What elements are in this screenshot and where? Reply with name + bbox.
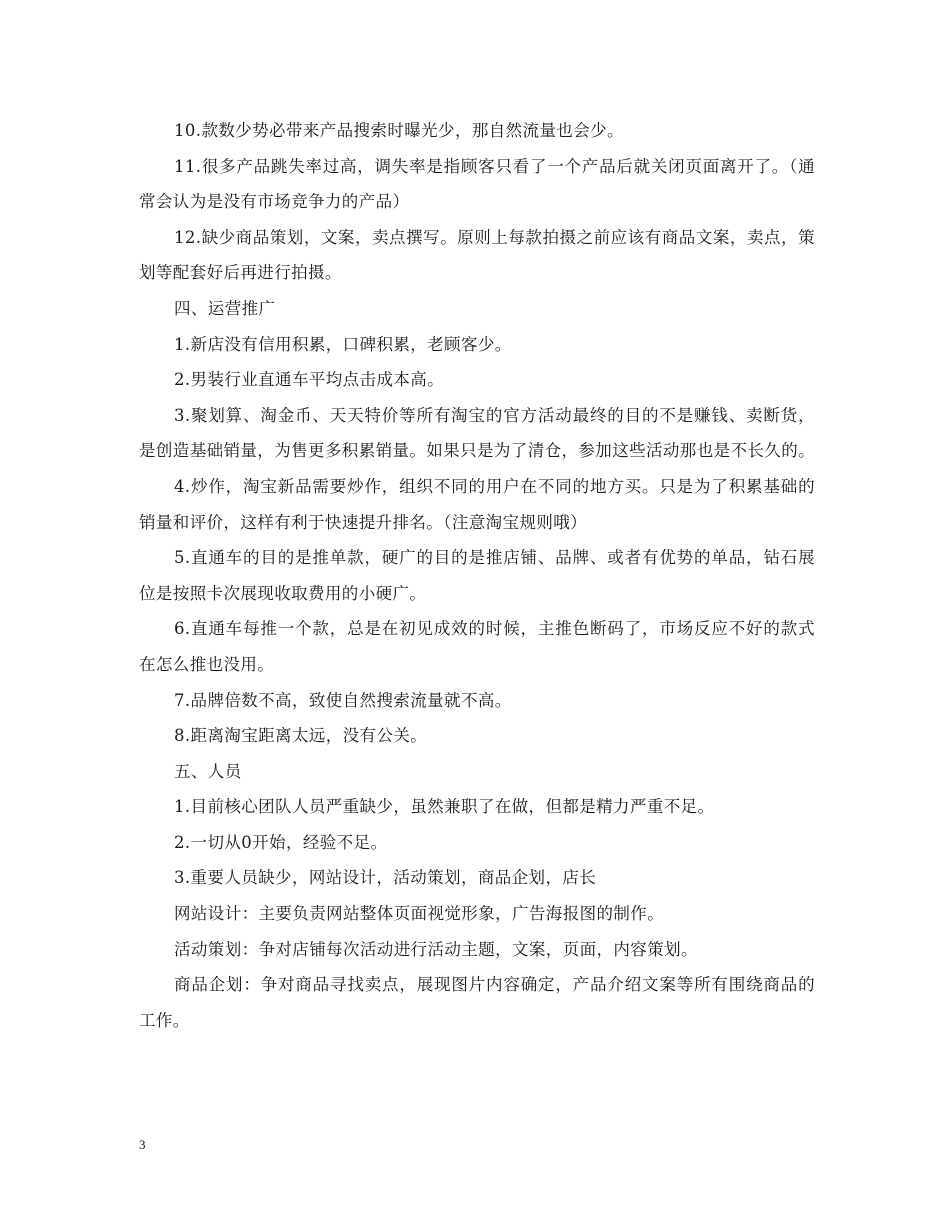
section-heading: 四、运营推广 — [174, 298, 276, 318]
paragraph: 6.直通车每推一个款，总是在初见成效的时候，主推色断码了，市场反应不好的款式在怎么推也没用。 — [139, 619, 815, 674]
paragraph: 4.炒作，淘宝新品需要炒作，组织不同的用户在不同的地方买。只是为了积累基础的销量和评价，这样有利于快速提升排名。（注意淘宝规则哦） — [139, 476, 815, 532]
paragraph: 12.缺少商品策划，文案，卖点撰写。原则上每款拍摄之前应该有商品文案，卖点，策划等配套好后再进行拍摄。 — [139, 227, 815, 283]
paragraph: 网站设计：主要负责网站整体页面视觉形象，广告海报图的制作。 — [174, 904, 665, 924]
paragraph: 2.男装行业直通车平均点击成本高。 — [174, 370, 445, 390]
paragraph: 1.目前核心团队人员严重缺少，虽然兼职了在做，但都是精力严重不足。 — [174, 797, 715, 817]
paragraph: 3.聚划算、淘金币、天天特价等所有淘宝的官方活动最终的目的不是赚钱、卖断货，是创造基础销量，为售更多积累销量。如果只是为了清仓，参加这些活动那也是不长久的。 — [139, 405, 815, 461]
page-number: 3 — [139, 1137, 146, 1152]
paragraph: 8.距离淘宝距离太远，没有公关。 — [174, 726, 428, 746]
section-heading: 五、人员 — [174, 761, 242, 781]
paragraph: 1.新店没有信用积累，口碑积累，老顾客少。 — [174, 334, 512, 354]
paragraph: 11.很多产品跳失率过高，调失率是指顾客只看了一个产品后就关闭页面离开了。（通常会认为是没有市场竞争力的产品） — [139, 156, 815, 212]
paragraph: 5.直通车的目的是推单款，硬广的目的是推店铺、品牌、或者有优势的单品，钻石展位是按照卡次展现收取费用的小硬广。 — [139, 548, 815, 603]
paragraph: 10.款数少势必带来产品搜索时曝光少，那自然流量也会少。 — [174, 121, 624, 140]
paragraph: 商品企划：争对商品寻找卖点，展现图片内容确定，产品介绍文案等所有围绕商品的工作。 — [139, 975, 815, 1030]
paragraph: 活动策划：争对店铺每次活动进行活动主题，文案，页面，内容策划。 — [174, 939, 698, 959]
paragraph: 3.重要人员缺少，网站设计，活动策划，商品企划，店长 — [174, 868, 597, 888]
document-body — [139, 113, 815, 1038]
paragraph: 2.一切从0开始，经验不足。 — [174, 832, 388, 852]
paragraph: 7.品牌倍数不高，致使自然搜索流量就不高。 — [174, 690, 512, 710]
